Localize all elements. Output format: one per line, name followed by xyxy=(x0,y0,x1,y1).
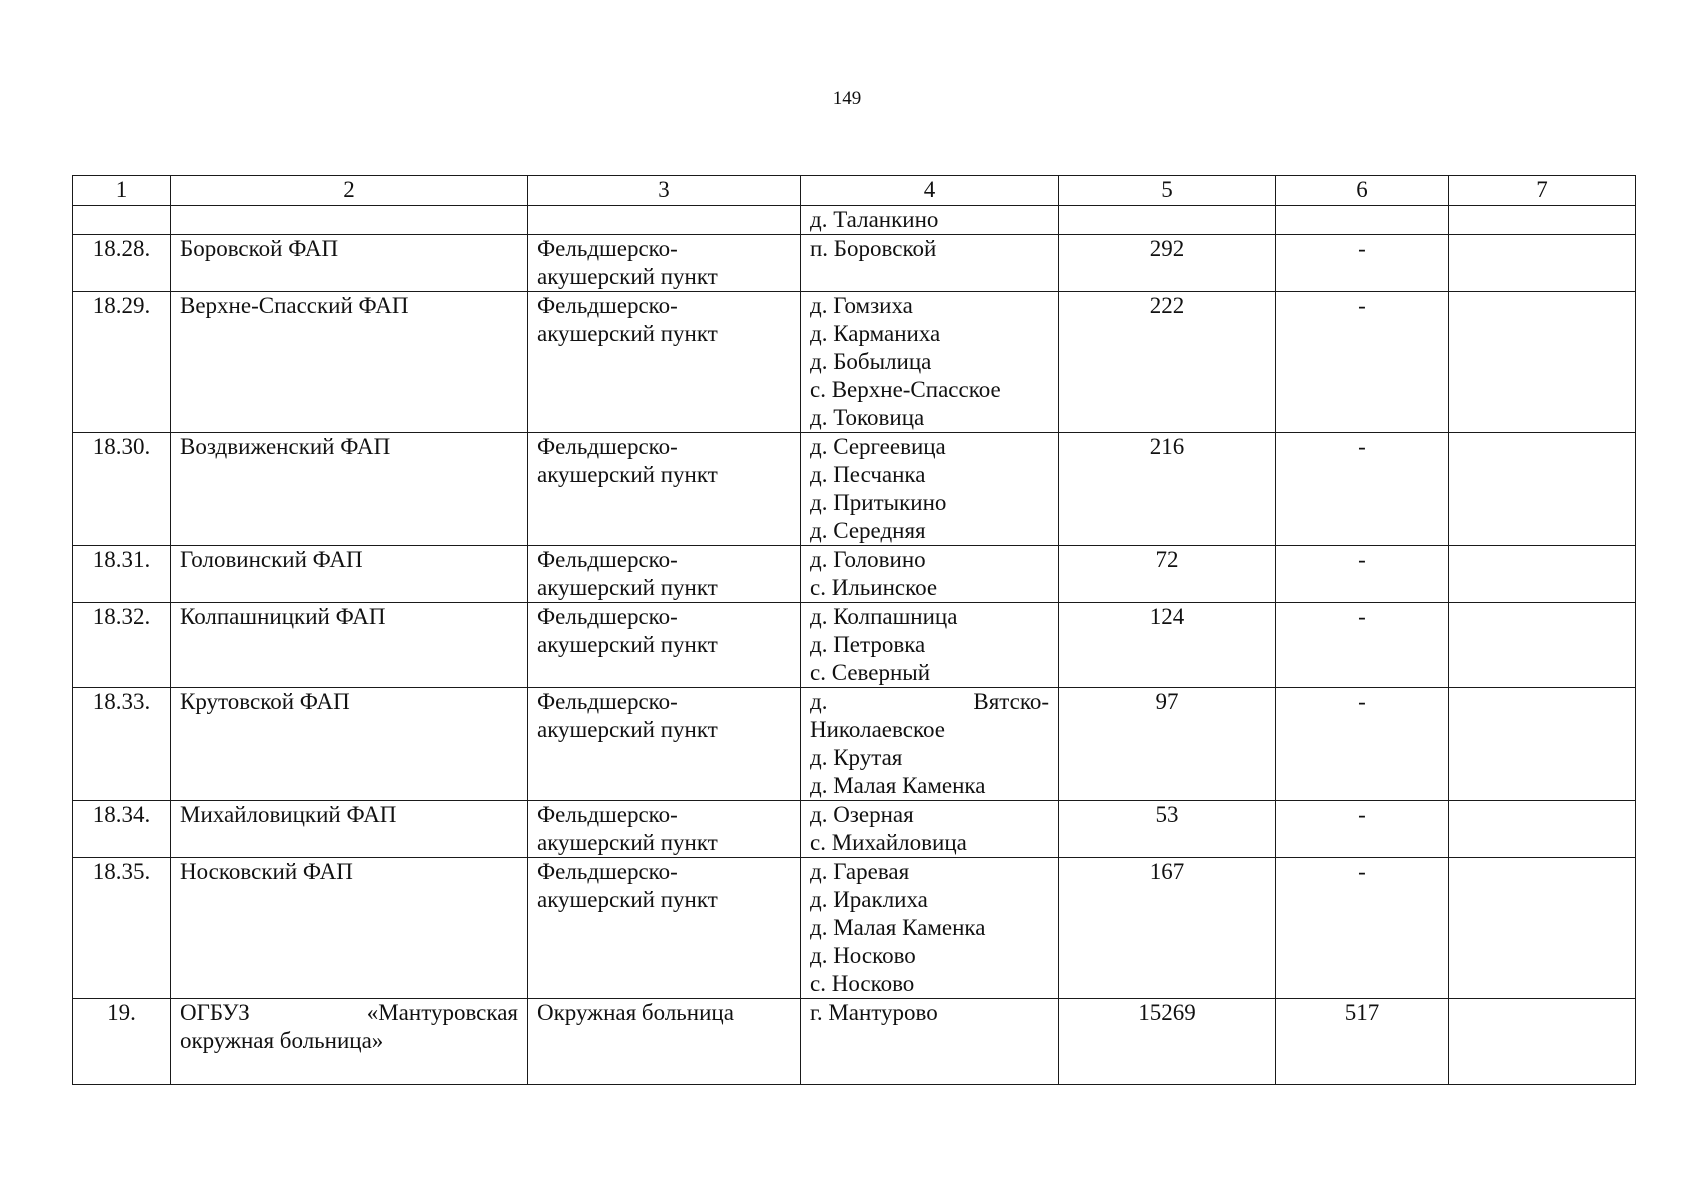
column-header-1: 1 xyxy=(73,176,171,206)
facility-type xyxy=(528,603,801,688)
column-7-value xyxy=(1449,235,1636,292)
facility-type xyxy=(528,858,801,999)
locality: д. Ираклиха xyxy=(810,887,928,912)
facility-type-line: Окружная больница xyxy=(537,1000,734,1025)
column-header-6: 6 xyxy=(1276,176,1449,206)
table-row xyxy=(73,688,1636,801)
facility-type-line: Фельдшерско- xyxy=(537,293,678,318)
facility-type-line: акушерский пункт xyxy=(537,830,718,855)
locality: д. Середняя xyxy=(810,518,926,543)
facility-name-justified-line xyxy=(180,999,518,1027)
row-number: 18.28. xyxy=(73,235,171,292)
facility-type-line: Фельдшерско- xyxy=(537,604,678,629)
table-row xyxy=(73,433,1636,546)
facility-type xyxy=(528,801,801,858)
population-value: 97 xyxy=(1059,688,1276,801)
facility-type-line: акушерский пункт xyxy=(537,321,718,346)
locality: д. Малая Каменка xyxy=(810,915,986,940)
locality: д. Токовица xyxy=(810,405,925,430)
facility-name-part: «Мантуровская xyxy=(366,1000,518,1025)
facility-name: Боровской ФАП xyxy=(171,235,528,292)
locality: д. Малая Каменка xyxy=(810,773,986,798)
locality-name-start: Вятско- xyxy=(973,689,1049,714)
facility-name: Михайловицкий ФАП xyxy=(171,801,528,858)
table-row xyxy=(73,999,1636,1085)
row-number xyxy=(73,206,171,235)
population-value: 216 xyxy=(1059,433,1276,546)
row-number: 18.32. xyxy=(73,603,171,688)
facilities-table xyxy=(72,175,1636,1085)
locality: д. Притыкино xyxy=(810,490,947,515)
row-number: 18.33. xyxy=(73,688,171,801)
facility-type-line: Фельдшерско- xyxy=(537,547,678,572)
facility-type-line: Фельдшерско- xyxy=(537,236,678,261)
table-row xyxy=(73,235,1636,292)
localities xyxy=(801,858,1059,999)
locality: д. Гаревая xyxy=(810,859,910,884)
locality: д. Карманиха xyxy=(810,321,941,346)
page-number: 149 xyxy=(832,88,862,109)
locality: г. Мантурово xyxy=(810,1000,938,1025)
column-6-value: - xyxy=(1276,801,1449,858)
table-row xyxy=(73,546,1636,603)
table-row xyxy=(73,206,1636,235)
locality: Николаевское xyxy=(810,717,945,742)
locality: д. Петровка xyxy=(810,632,926,657)
facility-type-line: акушерский пункт xyxy=(537,717,718,742)
population-value xyxy=(1059,206,1276,235)
locality: с. Верхне-Спасское xyxy=(810,377,1001,402)
facility-name: Головинский ФАП xyxy=(171,546,528,603)
population-value: 53 xyxy=(1059,801,1276,858)
localities xyxy=(801,433,1059,546)
locality: д. Песчанка xyxy=(810,462,926,487)
population-value: 292 xyxy=(1059,235,1276,292)
locality: д. Колпашница xyxy=(810,604,958,629)
facility-type-line: акушерский пункт xyxy=(537,264,718,289)
row-number: 18.29. xyxy=(73,292,171,433)
table-row xyxy=(73,801,1636,858)
column-7-value xyxy=(1449,603,1636,688)
population-value: 124 xyxy=(1059,603,1276,688)
locality: д. Озерная xyxy=(810,802,914,827)
facility-name: Крутовской ФАП xyxy=(171,688,528,801)
localities xyxy=(801,688,1059,801)
facility-name: Воздвиженский ФАП xyxy=(171,433,528,546)
facility-name: Носковский ФАП xyxy=(171,858,528,999)
facility-name xyxy=(171,999,528,1085)
header-row xyxy=(73,176,1636,206)
localities xyxy=(801,603,1059,688)
column-6-value: - xyxy=(1276,235,1449,292)
localities xyxy=(801,235,1059,292)
column-7-value xyxy=(1449,688,1636,801)
column-6-value: 517 xyxy=(1276,999,1449,1085)
facility-type xyxy=(528,433,801,546)
localities xyxy=(801,801,1059,858)
column-6-value: - xyxy=(1276,858,1449,999)
column-header-2: 2 xyxy=(171,176,528,206)
column-7-value xyxy=(1449,858,1636,999)
facility-name xyxy=(171,206,528,235)
localities xyxy=(801,292,1059,433)
locality: д. Гомзиха xyxy=(810,293,913,318)
facility-type-line: акушерский пункт xyxy=(537,887,718,912)
column-7-value xyxy=(1449,801,1636,858)
locality: д. Головино xyxy=(810,547,926,572)
facility-name: Верхне-Спасский ФАП xyxy=(171,292,528,433)
column-7-value xyxy=(1449,292,1636,433)
column-6-value: - xyxy=(1276,292,1449,433)
locality: д. Сергеевица xyxy=(810,434,946,459)
locality: д. Бобылица xyxy=(810,349,932,374)
locality: с. Михайловица xyxy=(810,830,967,855)
localities xyxy=(801,206,1059,235)
row-number: 18.31. xyxy=(73,546,171,603)
facility-type-line: Фельдшерско- xyxy=(537,434,678,459)
column-6-value: - xyxy=(1276,546,1449,603)
row-number: 18.30. xyxy=(73,433,171,546)
facility-name-line: окружная больница» xyxy=(180,1028,384,1053)
table-row xyxy=(73,292,1636,433)
column-6-value: - xyxy=(1276,603,1449,688)
row-number: 18.34. xyxy=(73,801,171,858)
facility-name-part: ОГБУЗ xyxy=(180,1000,250,1025)
column-6-value xyxy=(1276,206,1449,235)
facility-type xyxy=(528,292,801,433)
locality-prefix: д. xyxy=(810,689,828,714)
row-number: 18.35. xyxy=(73,858,171,999)
localities xyxy=(801,999,1059,1085)
facility-type-line: Фельдшерско- xyxy=(537,859,678,884)
locality: д. Носково xyxy=(810,943,916,968)
population-value: 222 xyxy=(1059,292,1276,433)
column-7-value xyxy=(1449,433,1636,546)
locality: д. Крутая xyxy=(810,745,903,770)
population-value: 15269 xyxy=(1059,999,1276,1085)
facility-type-line: акушерский пункт xyxy=(537,632,718,657)
column-header-7: 7 xyxy=(1449,176,1636,206)
population-value: 167 xyxy=(1059,858,1276,999)
table-row xyxy=(73,858,1636,999)
population-value: 72 xyxy=(1059,546,1276,603)
locality: с. Носково xyxy=(810,971,915,996)
locality: с. Северный xyxy=(810,660,931,685)
facility-type xyxy=(528,688,801,801)
column-header-4: 4 xyxy=(801,176,1059,206)
facility-type-line: Фельдшерско- xyxy=(537,802,678,827)
facility-type xyxy=(528,206,801,235)
column-7-value xyxy=(1449,206,1636,235)
locality: с. Ильинское xyxy=(810,575,938,600)
column-header-5: 5 xyxy=(1059,176,1276,206)
row-number: 19. xyxy=(73,999,171,1085)
column-7-value xyxy=(1449,999,1636,1085)
facility-type xyxy=(528,999,801,1085)
column-6-value: - xyxy=(1276,433,1449,546)
column-6-value: - xyxy=(1276,688,1449,801)
facility-type-line: Фельдшерско- xyxy=(537,689,678,714)
locality: п. Боровской xyxy=(810,236,937,261)
facility-name: Колпашницкий ФАП xyxy=(171,603,528,688)
localities xyxy=(801,546,1059,603)
locality: д. Таланкино xyxy=(810,207,939,232)
table-row xyxy=(73,603,1636,688)
locality-justified-line xyxy=(810,688,1049,716)
facility-type xyxy=(528,235,801,292)
facility-type-line: акушерский пункт xyxy=(537,462,718,487)
facility-type xyxy=(528,546,801,603)
column-7-value xyxy=(1449,546,1636,603)
facility-type-line: акушерский пункт xyxy=(537,575,718,600)
column-header-3: 3 xyxy=(528,176,801,206)
